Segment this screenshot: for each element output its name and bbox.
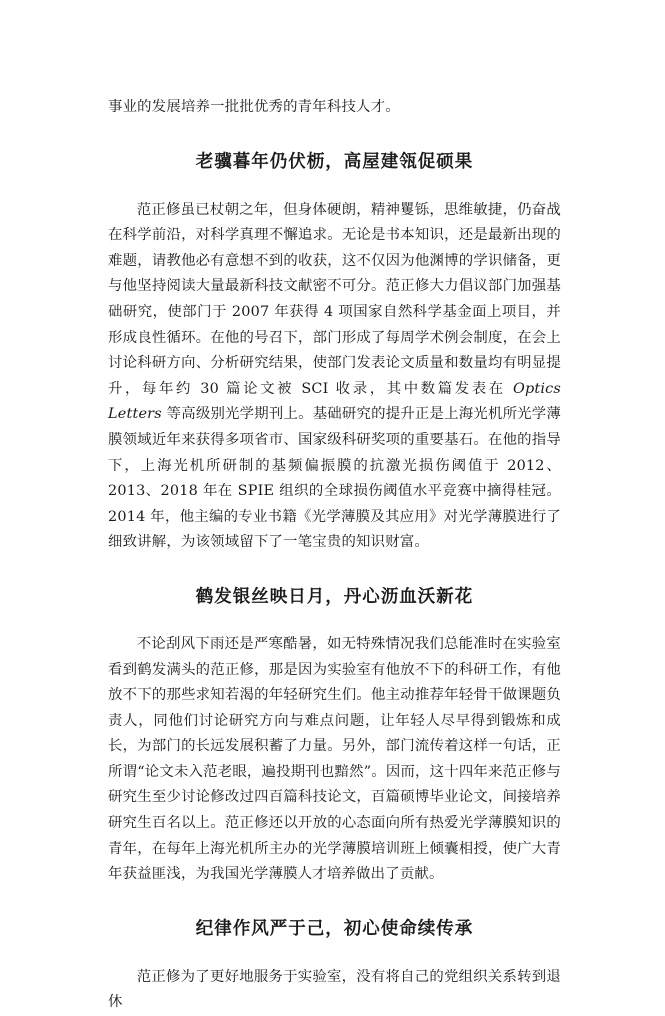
document-page <box>108 95 561 1016</box>
section-heading-3: 纪律作风严于己，初心使命续传承 <box>195 918 474 939</box>
section-2-paragraph: 不论刮风下雨还是严寒酷暑，如无特殊情况我们总能准时在实验室看到鹤发满头的范正修，那是因为实验室有他放不下的科研工作，有他放不下的那些求知若渴的年轻研究生们。他主动推荐年轻骨干做课题负责人，同他们讨论研究方向与难点问题，让年轻人尽早得到锻炼和成长，为部门的长远发展积蓄了力量。另外，部门流传着这样一句话，正所谓“论文未入范老眼，遍投期刊也黯然”。因而，这十四年来范正修与研究生至少讨论修改过四百篇科技论文，百篇硕博毕业论文，间接培养研究生百名以上。范正修还以开放的心态面向所有热爱光学薄膜知识的青年，在每年上海光机所主办的光学薄膜培训班上倾囊相授，使广大青年获益匪浅，为我国光学薄膜人才培养做出了贡献。 <box>108 635 561 883</box>
section-heading-1: 老骥暮年仍伏枥，高屋建瓴促硕果 <box>195 151 474 172</box>
section-heading-2: 鹤发银丝映日月，丹心沥血沃新花 <box>195 586 474 607</box>
section-3-paragraph: 范正修为了更好地服务于实验室，没有将自己的党组织关系转到退休 <box>108 968 561 1011</box>
intro-paragraph-tail: 事业的发展培养一批批优秀的青年科技人才。 <box>108 99 400 115</box>
section-1-paragraph <box>108 198 561 556</box>
section-1-text-b: 等高级别光学期刊上。基础研究的提升正是上海光机所光学薄膜领域近年来获得多项省市、国家级科研奖项的重要基石。在他的指导下，上海光机所研制的基频偏振膜的抗激光损伤阈值于 2012、2013、2018 年在 SPIE 组织的全球损伤阈值水平竞赛中摘得桂冠。2014 年，他主编的专业书籍《光学薄膜及其应用》对光学薄膜进行了细致讲解，为该领域留下了一笔宝贵的知识财富。 <box>108 406 561 551</box>
section-1-text-a: 范正修虽已杖朝之年，但身体硬朗，精神矍铄，思维敏捷，仍奋战在科学前沿，对科学真理不懈追求。无论是书本知识，还是最新出现的难题，请教他必有意想不到的收获，这不仅因为他渊博的学识储备，更与他坚持阅读大量最新科技文献密不可分。范正修大力倡议部门加强基础研究，使部门于 2007 年获得 4 项国家自然科学基金面上项目，并形成良性循环。在他的号召下，部门形成了每周学术例会制度，在会上讨论科研方向、分析研究结果，使部门发表论文质量和数量均有明显提升，每年约 30 篇论文被 SCI 收录，其中数篇发表在 <box>108 201 561 397</box>
journal-name-italic: Optics Letters <box>108 380 561 423</box>
